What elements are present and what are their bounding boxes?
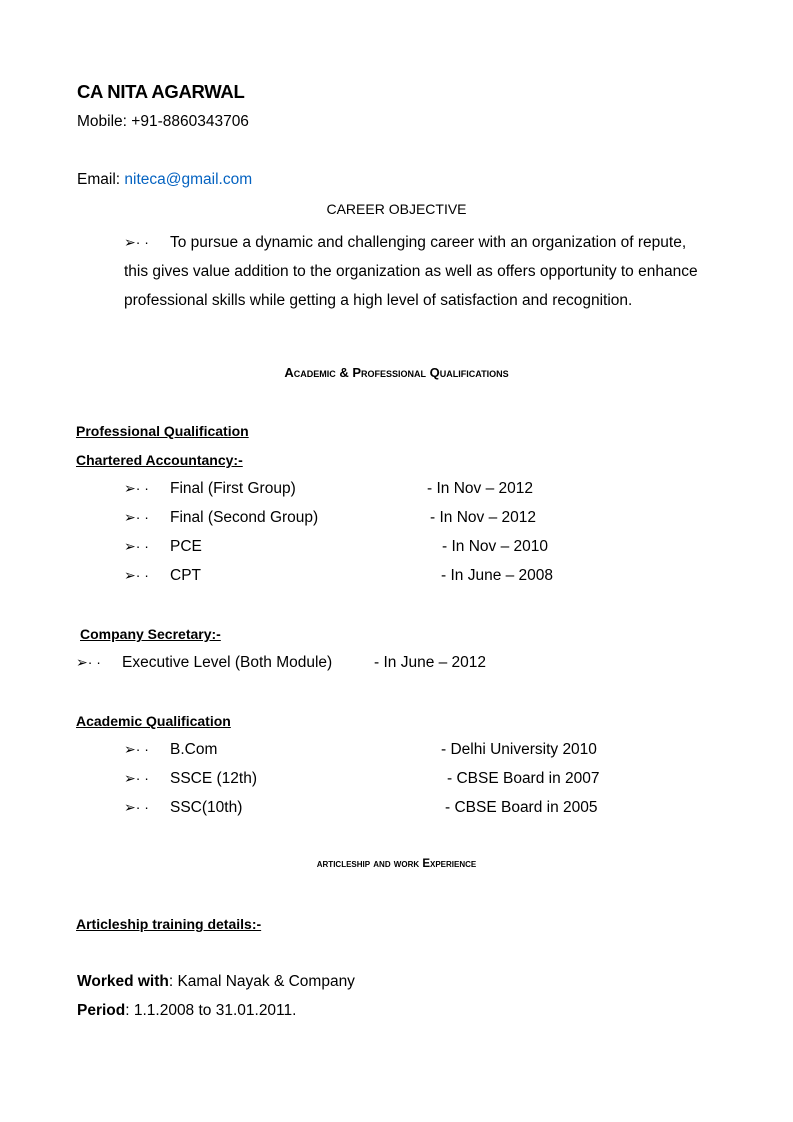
list-item <box>124 741 597 759</box>
experience-title: articleship and work Experience <box>316 858 477 870</box>
list-item <box>124 770 600 788</box>
bullet-arrow-icon: ➢· · <box>124 538 149 554</box>
item-date: - In Nov – 2010 <box>442 538 548 555</box>
period-line <box>77 1002 296 1020</box>
item-date: - In June – 2008 <box>441 567 554 584</box>
item-label: Final (First Group) <box>170 480 296 497</box>
mobile-number: Mobile: +91-8860343706 <box>77 113 249 130</box>
qualifications-title: Academic & Professional Qualifications <box>284 365 509 380</box>
list-item <box>124 538 548 556</box>
list-item <box>124 509 536 527</box>
period-label: Period <box>77 1002 126 1019</box>
list-item <box>124 480 533 498</box>
item-label: B.Com <box>170 741 218 758</box>
item-date: - In Nov – 2012 <box>427 480 533 497</box>
bullet-arrow-icon: ➢· · <box>124 799 149 815</box>
period-value: : 1.1.2008 to 31.01.2011. <box>125 1002 297 1019</box>
bullet-arrow-icon: ➢· · <box>124 480 149 496</box>
bullet-arrow-icon: ➢· · <box>124 567 149 583</box>
list-item <box>124 799 598 817</box>
bullet-arrow-icon: ➢· · <box>76 654 101 670</box>
career-objective-text <box>124 228 724 315</box>
objective-line-2: this gives value addition to the organization as well as offers opportunity to enhance <box>124 263 698 280</box>
item-date: - In Nov – 2012 <box>430 509 536 526</box>
item-label: CPT <box>170 567 201 584</box>
item-date: - CBSE Board in 2005 <box>445 799 598 816</box>
bullet-arrow-icon: ➢· · <box>124 770 149 786</box>
ca-heading: Chartered Accountancy:- <box>76 452 243 468</box>
bullet-arrow-icon: ➢· · <box>124 509 149 525</box>
worked-with-line <box>77 973 355 991</box>
item-label: PCE <box>170 538 202 555</box>
item-label: Final (Second Group) <box>170 509 319 526</box>
academic-qualification-heading: Academic Qualification <box>76 713 231 729</box>
objective-line-1: To pursue a dynamic and challenging career with an organization of repute, <box>170 234 687 251</box>
list-item <box>124 567 554 585</box>
professional-qualification-heading: Professional Qualification <box>76 423 249 439</box>
email-link[interactable]: niteca@gmail.com <box>124 171 253 188</box>
objective-line-3: professional skills while getting a high level of satisfaction and recognition. <box>124 292 633 309</box>
item-label: SSC(10th) <box>170 799 243 816</box>
item-label: SSCE (12th) <box>170 770 258 787</box>
cs-heading: Company Secretary:- <box>80 626 221 642</box>
bullet-arrow-icon: ➢· · <box>124 741 149 757</box>
item-date: - CBSE Board in 2007 <box>447 770 600 787</box>
email-line <box>77 171 252 189</box>
item-date: - In June – 2012 <box>374 654 487 671</box>
list-item <box>76 654 487 672</box>
worked-with-value: : Kamal Nayak & Company <box>168 973 355 990</box>
career-objective-title: CAREER OBJECTIVE <box>326 201 467 217</box>
bullet-arrow-icon: ➢· · <box>124 234 149 250</box>
item-label: Executive Level (Both Module) <box>122 654 333 671</box>
articleship-heading: Articleship training details:- <box>76 916 262 932</box>
candidate-name: CA NITA AGARWAL <box>77 81 245 102</box>
email-label: Email: <box>77 171 121 188</box>
worked-with-label: Worked with <box>77 973 169 990</box>
item-date: - Delhi University 2010 <box>441 741 597 758</box>
